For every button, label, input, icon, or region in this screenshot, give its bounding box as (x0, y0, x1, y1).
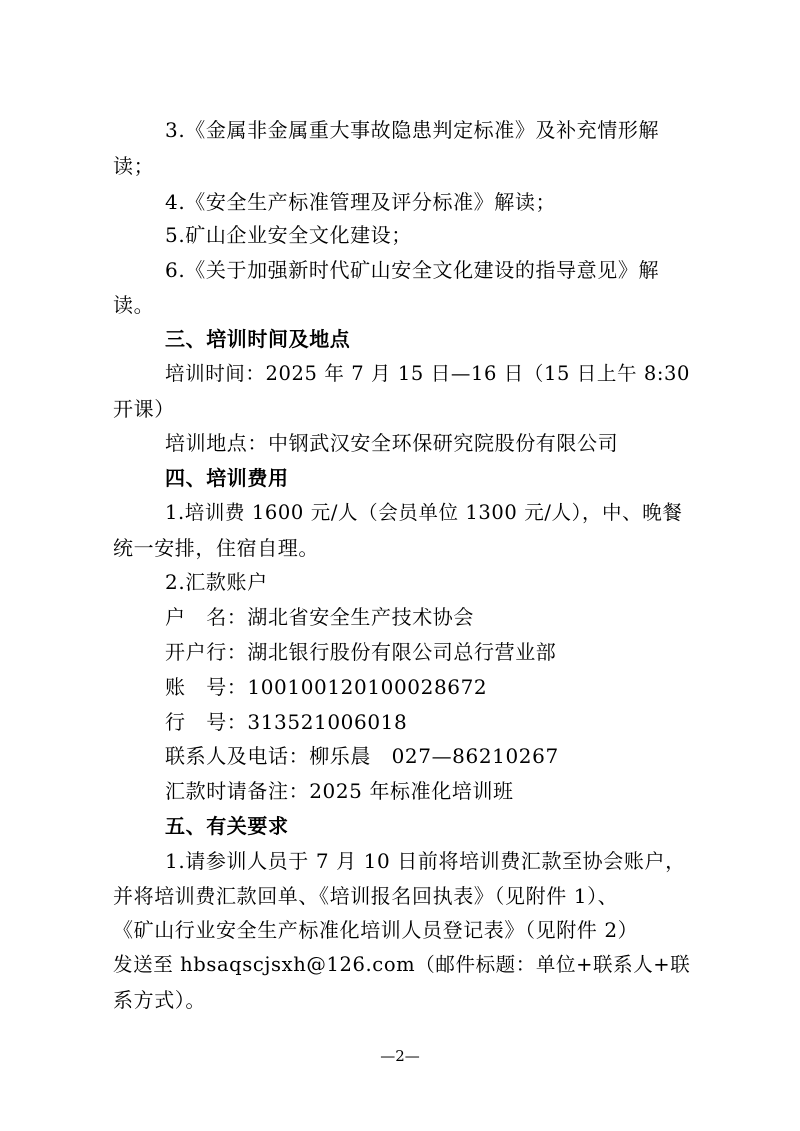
list-item-3-cont: 读； (113, 154, 155, 178)
list-item-6: 6.《关于加强新时代矿山安全文化建设的指导意见》解 (165, 258, 660, 282)
fee-item-1: 1.培训费 1600 元/人（会员单位 1300 元/人），中、晚餐 (165, 501, 683, 524)
section-heading-5: 五、有关要求 (165, 814, 289, 838)
remittance-note: 汇款时请备注：2025 年标准化培训班 (165, 779, 514, 803)
account-name: 户 名：湖北省安全生产技术协会 (165, 605, 474, 629)
training-time: 培训时间：2025 年 7 月 15 日—16 日（15 日上午 8:30 (165, 362, 691, 385)
contact-info: 联系人及电话：柳乐晨 027—86210267 (165, 744, 559, 768)
list-item-3: 3.《金属非金属重大事故隐患判定标准》及补充情形解 (165, 118, 660, 142)
account-bank: 开户行：湖北银行股份有限公司总行营业部 (165, 640, 557, 664)
page-number: —2— (380, 1047, 420, 1065)
requirement-item-1-cont-3: 发送至 hbsaqscjsxh@126.com（邮件标题：单位+联系人+联 (113, 953, 691, 976)
list-item-5: 5.矿山企业安全文化建设； (165, 223, 412, 247)
requirement-item-1-cont-1: 并将培训费汇款回单、《培训报名回执表》（见附件 1）、 (113, 884, 619, 908)
fee-item-2: 2.汇款账户 (165, 570, 268, 594)
list-item-4: 4.《安全生产标准管理及评分标准》解读； (165, 190, 557, 214)
requirement-item-1-cont-2: 《矿山行业安全生产标准化培训人员登记表》（见附件 2） (113, 918, 639, 942)
section-heading-3: 三、培训时间及地点 (165, 327, 351, 351)
section-heading-4: 四、培训费用 (165, 466, 289, 490)
list-item-6-cont: 读。 (113, 293, 155, 317)
training-time-cont: 开课） (113, 397, 175, 421)
fee-item-1-cont: 统一安排，住宿自理。 (113, 536, 319, 560)
account-number: 账 号：100100120100028672 (165, 675, 488, 699)
training-location: 培训地点：中钢武汉安全环保研究院股份有限公司 (165, 431, 619, 455)
bank-number: 行 号：313521006018 (165, 710, 408, 734)
requirement-item-1-cont-4: 系方式）。 (113, 988, 206, 1012)
requirement-item-1: 1.请参训人员于 7 月 10 日前将培训费汇款至协会账户， (165, 849, 686, 873)
